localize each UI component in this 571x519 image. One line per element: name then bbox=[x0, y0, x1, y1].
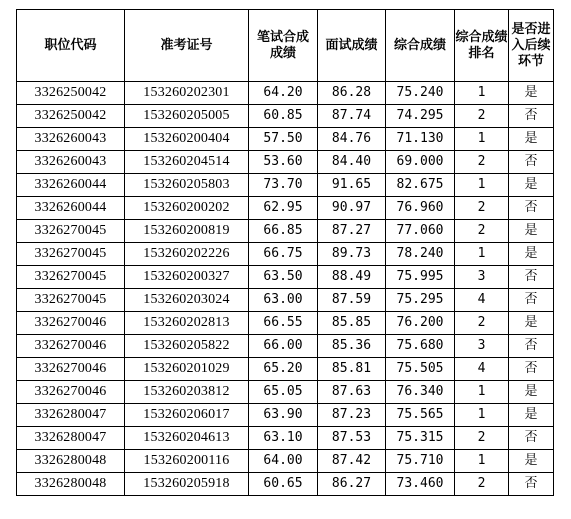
cell-total-score: 75.240 bbox=[386, 82, 455, 105]
cell-position-code: 3326260044 bbox=[17, 174, 125, 197]
cell-interview-score: 87.59 bbox=[318, 289, 386, 312]
cell-position-code: 3326260044 bbox=[17, 197, 125, 220]
cell-exam-number: 153260201029 bbox=[125, 358, 249, 381]
cell-interview-score: 86.28 bbox=[318, 82, 386, 105]
cell-next-stage: 是 bbox=[509, 128, 554, 151]
cell-exam-number: 153260205822 bbox=[125, 335, 249, 358]
cell-written-score: 60.65 bbox=[249, 473, 318, 496]
cell-next-stage: 否 bbox=[509, 289, 554, 312]
cell-written-score: 62.95 bbox=[249, 197, 318, 220]
cell-next-stage: 否 bbox=[509, 427, 554, 450]
cell-exam-number: 153260200202 bbox=[125, 197, 249, 220]
cell-written-score: 60.85 bbox=[249, 105, 318, 128]
header-total-rank: 综合成绩排名 bbox=[455, 10, 509, 82]
cell-exam-number: 153260203812 bbox=[125, 381, 249, 404]
cell-written-score: 57.50 bbox=[249, 128, 318, 151]
table-row bbox=[17, 151, 554, 174]
table-header bbox=[17, 10, 554, 82]
table-row bbox=[17, 266, 554, 289]
cell-written-score: 64.20 bbox=[249, 82, 318, 105]
cell-position-code: 3326280048 bbox=[17, 473, 125, 496]
table-row bbox=[17, 404, 554, 427]
cell-total-score: 73.460 bbox=[386, 473, 455, 496]
header-exam-number: 准考证号 bbox=[125, 10, 249, 82]
cell-total-score: 77.060 bbox=[386, 220, 455, 243]
table-row bbox=[17, 473, 554, 496]
cell-total-rank: 1 bbox=[455, 82, 509, 105]
cell-interview-score: 84.40 bbox=[318, 151, 386, 174]
cell-written-score: 65.05 bbox=[249, 381, 318, 404]
cell-exam-number: 153260200327 bbox=[125, 266, 249, 289]
table-row bbox=[17, 174, 554, 197]
cell-exam-number: 153260200116 bbox=[125, 450, 249, 473]
table-row bbox=[17, 105, 554, 128]
table-row bbox=[17, 312, 554, 335]
cell-position-code: 3326280048 bbox=[17, 450, 125, 473]
header-total-score: 综合成绩 bbox=[386, 10, 455, 82]
cell-exam-number: 153260205803 bbox=[125, 174, 249, 197]
cell-total-rank: 2 bbox=[455, 151, 509, 174]
cell-interview-score: 87.42 bbox=[318, 450, 386, 473]
cell-written-score: 64.00 bbox=[249, 450, 318, 473]
cell-next-stage: 是 bbox=[509, 220, 554, 243]
cell-written-score: 65.20 bbox=[249, 358, 318, 381]
table-row bbox=[17, 82, 554, 105]
cell-total-score: 76.340 bbox=[386, 381, 455, 404]
cell-position-code: 3326260043 bbox=[17, 128, 125, 151]
cell-total-rank: 3 bbox=[455, 266, 509, 289]
cell-position-code: 3326270045 bbox=[17, 220, 125, 243]
cell-next-stage: 是 bbox=[509, 404, 554, 427]
cell-total-rank: 4 bbox=[455, 358, 509, 381]
cell-next-stage: 是 bbox=[509, 82, 554, 105]
cell-total-rank: 1 bbox=[455, 381, 509, 404]
cell-position-code: 3326270046 bbox=[17, 358, 125, 381]
table-row bbox=[17, 427, 554, 450]
cell-total-score: 69.000 bbox=[386, 151, 455, 174]
cell-total-score: 75.295 bbox=[386, 289, 455, 312]
cell-written-score: 66.00 bbox=[249, 335, 318, 358]
cell-position-code: 3326270046 bbox=[17, 335, 125, 358]
cell-exam-number: 153260206017 bbox=[125, 404, 249, 427]
cell-total-score: 75.680 bbox=[386, 335, 455, 358]
cell-exam-number: 153260200404 bbox=[125, 128, 249, 151]
cell-interview-score: 90.97 bbox=[318, 197, 386, 220]
cell-total-rank: 2 bbox=[455, 197, 509, 220]
cell-next-stage: 是 bbox=[509, 243, 554, 266]
cell-written-score: 63.50 bbox=[249, 266, 318, 289]
table-row bbox=[17, 358, 554, 381]
cell-position-code: 3326260043 bbox=[17, 151, 125, 174]
table-row bbox=[17, 335, 554, 358]
table-row bbox=[17, 450, 554, 473]
score-table bbox=[16, 9, 554, 496]
cell-interview-score: 84.76 bbox=[318, 128, 386, 151]
cell-next-stage: 否 bbox=[509, 358, 554, 381]
header-next-stage: 是否进入后续环节 bbox=[509, 10, 554, 82]
cell-exam-number: 153260202226 bbox=[125, 243, 249, 266]
cell-written-score: 73.70 bbox=[249, 174, 318, 197]
header-row bbox=[17, 10, 554, 82]
header-position-code: 职位代码 bbox=[17, 10, 125, 82]
cell-interview-score: 87.27 bbox=[318, 220, 386, 243]
cell-total-rank: 1 bbox=[455, 174, 509, 197]
cell-position-code: 3326250042 bbox=[17, 105, 125, 128]
table-row bbox=[17, 243, 554, 266]
cell-written-score: 63.00 bbox=[249, 289, 318, 312]
cell-total-score: 75.995 bbox=[386, 266, 455, 289]
cell-position-code: 3326270046 bbox=[17, 312, 125, 335]
cell-position-code: 3326270045 bbox=[17, 289, 125, 312]
cell-total-score: 75.315 bbox=[386, 427, 455, 450]
cell-total-rank: 3 bbox=[455, 335, 509, 358]
cell-written-score: 66.85 bbox=[249, 220, 318, 243]
cell-next-stage: 是 bbox=[509, 381, 554, 404]
cell-total-rank: 1 bbox=[455, 450, 509, 473]
cell-next-stage: 否 bbox=[509, 335, 554, 358]
cell-total-score: 78.240 bbox=[386, 243, 455, 266]
cell-total-score: 76.200 bbox=[386, 312, 455, 335]
cell-total-score: 75.565 bbox=[386, 404, 455, 427]
cell-position-code: 3326270046 bbox=[17, 381, 125, 404]
table-row bbox=[17, 128, 554, 151]
cell-written-score: 63.10 bbox=[249, 427, 318, 450]
table-row bbox=[17, 289, 554, 312]
table-row bbox=[17, 197, 554, 220]
cell-next-stage: 是 bbox=[509, 174, 554, 197]
cell-next-stage: 否 bbox=[509, 105, 554, 128]
cell-next-stage: 否 bbox=[509, 266, 554, 289]
cell-exam-number: 153260200819 bbox=[125, 220, 249, 243]
table-row bbox=[17, 220, 554, 243]
cell-exam-number: 153260203024 bbox=[125, 289, 249, 312]
cell-exam-number: 153260205005 bbox=[125, 105, 249, 128]
cell-exam-number: 153260202813 bbox=[125, 312, 249, 335]
cell-interview-score: 87.53 bbox=[318, 427, 386, 450]
cell-position-code: 3326280047 bbox=[17, 427, 125, 450]
cell-position-code: 3326250042 bbox=[17, 82, 125, 105]
cell-written-score: 53.60 bbox=[249, 151, 318, 174]
cell-next-stage: 是 bbox=[509, 312, 554, 335]
cell-next-stage: 否 bbox=[509, 197, 554, 220]
cell-total-score: 76.960 bbox=[386, 197, 455, 220]
cell-exam-number: 153260204514 bbox=[125, 151, 249, 174]
cell-total-rank: 2 bbox=[455, 473, 509, 496]
cell-exam-number: 153260205918 bbox=[125, 473, 249, 496]
cell-total-rank: 1 bbox=[455, 128, 509, 151]
cell-position-code: 3326270045 bbox=[17, 266, 125, 289]
cell-interview-score: 88.49 bbox=[318, 266, 386, 289]
cell-exam-number: 153260202301 bbox=[125, 82, 249, 105]
cell-written-score: 66.55 bbox=[249, 312, 318, 335]
cell-written-score: 63.90 bbox=[249, 404, 318, 427]
header-written-score: 笔试合成成绩 bbox=[249, 10, 318, 82]
cell-interview-score: 87.23 bbox=[318, 404, 386, 427]
cell-interview-score: 85.85 bbox=[318, 312, 386, 335]
cell-total-score: 75.710 bbox=[386, 450, 455, 473]
header-interview-score: 面试成绩 bbox=[318, 10, 386, 82]
cell-total-rank: 2 bbox=[455, 427, 509, 450]
cell-interview-score: 85.81 bbox=[318, 358, 386, 381]
cell-interview-score: 91.65 bbox=[318, 174, 386, 197]
cell-next-stage: 否 bbox=[509, 473, 554, 496]
cell-next-stage: 是 bbox=[509, 450, 554, 473]
cell-total-rank: 1 bbox=[455, 404, 509, 427]
cell-exam-number: 153260204613 bbox=[125, 427, 249, 450]
cell-total-rank: 2 bbox=[455, 220, 509, 243]
cell-total-rank: 2 bbox=[455, 312, 509, 335]
cell-position-code: 3326270045 bbox=[17, 243, 125, 266]
cell-interview-score: 86.27 bbox=[318, 473, 386, 496]
table-body bbox=[17, 82, 554, 496]
cell-total-score: 75.505 bbox=[386, 358, 455, 381]
cell-interview-score: 89.73 bbox=[318, 243, 386, 266]
cell-total-rank: 2 bbox=[455, 105, 509, 128]
cell-position-code: 3326280047 bbox=[17, 404, 125, 427]
cell-next-stage: 否 bbox=[509, 151, 554, 174]
cell-total-score: 71.130 bbox=[386, 128, 455, 151]
cell-written-score: 66.75 bbox=[249, 243, 318, 266]
cell-total-score: 82.675 bbox=[386, 174, 455, 197]
cell-interview-score: 85.36 bbox=[318, 335, 386, 358]
table-row bbox=[17, 381, 554, 404]
cell-total-score: 74.295 bbox=[386, 105, 455, 128]
cell-total-rank: 4 bbox=[455, 289, 509, 312]
cell-interview-score: 87.74 bbox=[318, 105, 386, 128]
cell-total-rank: 1 bbox=[455, 243, 509, 266]
cell-interview-score: 87.63 bbox=[318, 381, 386, 404]
